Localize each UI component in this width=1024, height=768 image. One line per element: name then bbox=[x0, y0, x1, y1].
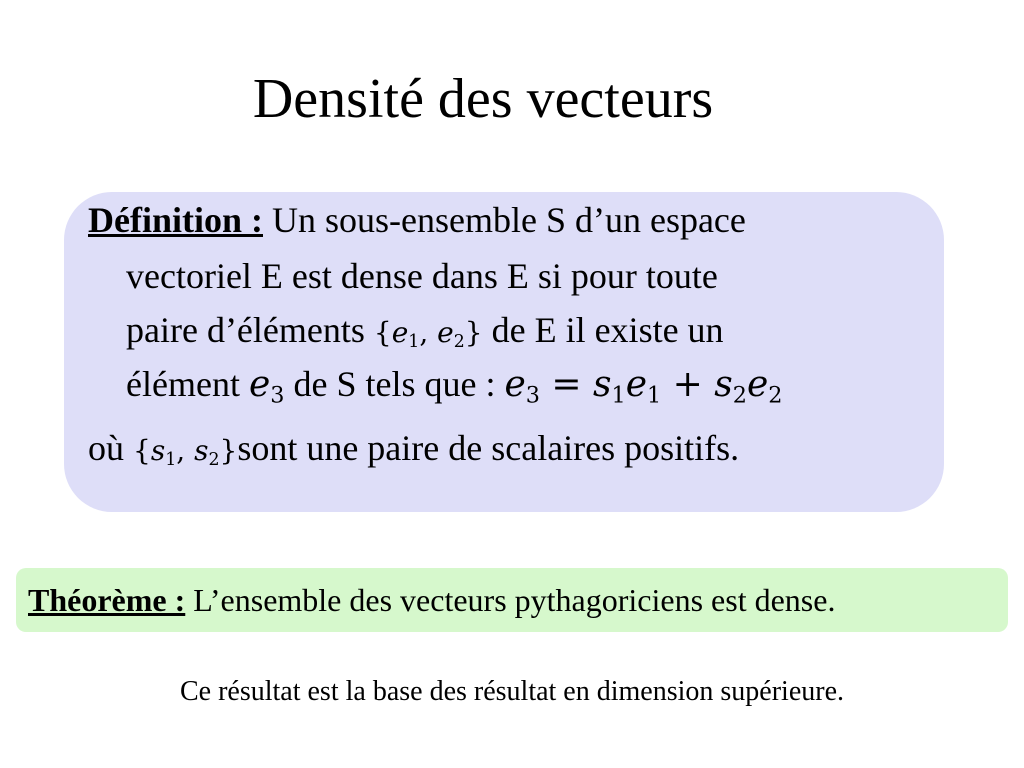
pair-e-math: {$e_1$, $e_2$} bbox=[373, 316, 483, 353]
theorem-line bbox=[28, 578, 835, 622]
definition-text-5a: où bbox=[88, 428, 133, 468]
theorem-text: L’ensemble des vecteurs pythagoriciens est dense. bbox=[185, 582, 836, 618]
definition-text-3a: paire d’éléments bbox=[126, 310, 374, 350]
pair-s-math: {$s_1$, $s_2$} bbox=[133, 434, 238, 471]
definition-text-1: Un sous-ensemble S d’un espace bbox=[263, 200, 746, 240]
definition-box bbox=[64, 192, 944, 512]
e3-math: $e_3$ bbox=[248, 364, 285, 409]
definition-text-4b: de S tels que : bbox=[284, 364, 505, 404]
theorem-label: Théorème : bbox=[28, 582, 186, 618]
definition-text-3b: de E il existe un bbox=[482, 310, 724, 350]
equation-math: $e_3 = s_1e_1 + s_2e_2$ bbox=[504, 364, 783, 409]
definition-line-5 bbox=[88, 426, 739, 482]
definition-label: Définition : bbox=[88, 200, 263, 240]
definition-line-1 bbox=[88, 198, 746, 242]
definition-line-4 bbox=[126, 362, 783, 418]
definition-line-3 bbox=[126, 308, 724, 364]
definition-line-2: vectoriel E est dense dans E si pour toute bbox=[126, 256, 718, 296]
footnote: Ce résultat est la base des résultat en dimension supérieure. bbox=[179, 676, 844, 707]
definition-text-5b: sont une paire de scalaires positifs. bbox=[237, 428, 740, 468]
theorem-box bbox=[16, 568, 1008, 632]
definition-text-4a: élément bbox=[126, 364, 249, 404]
slide-title: Densité des vecteurs bbox=[252, 68, 714, 130]
